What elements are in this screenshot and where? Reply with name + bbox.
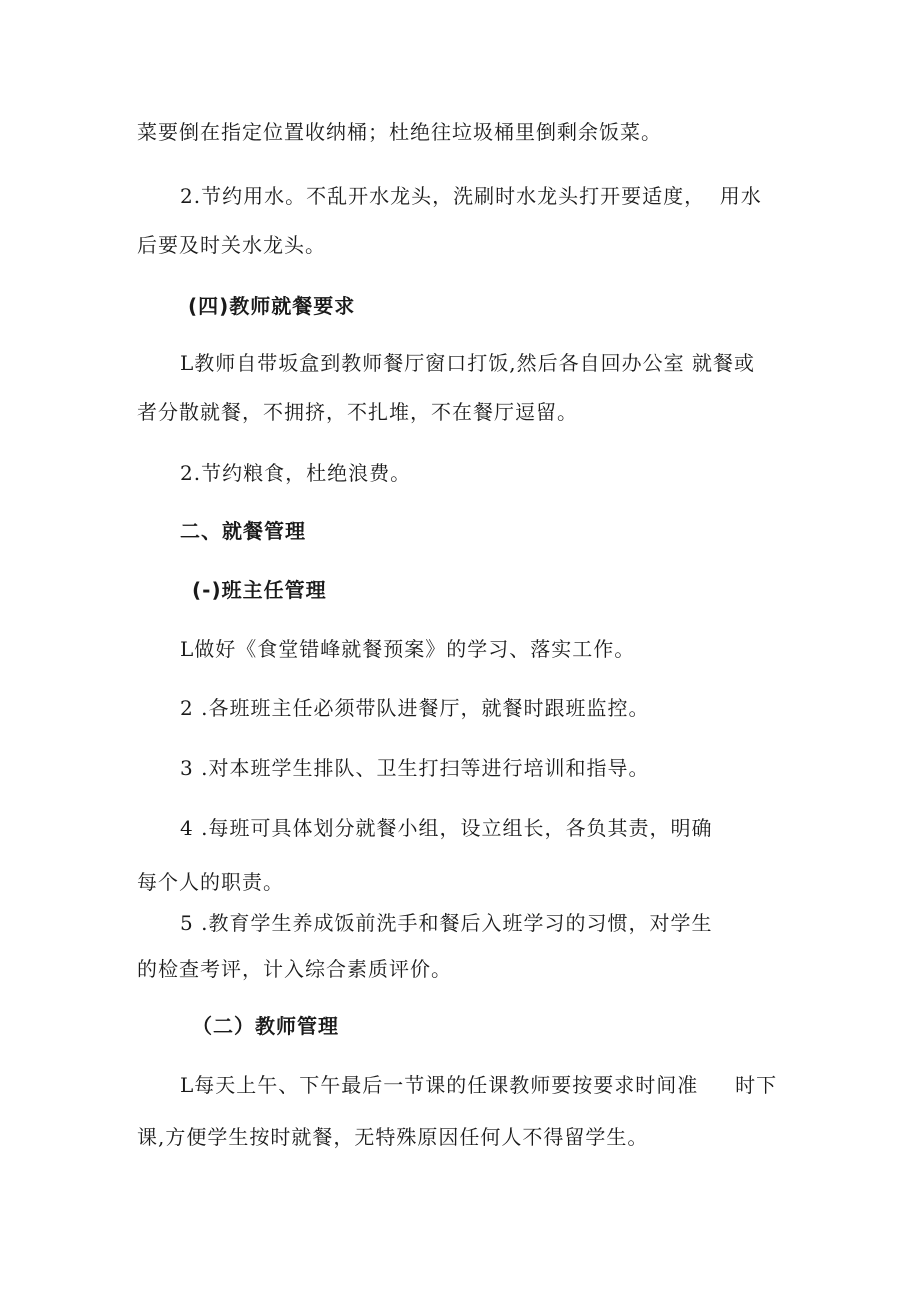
paragraph-line: 后要及时关水龙头。: [137, 233, 326, 257]
section-heading: (-)班主任管理: [192, 578, 327, 602]
paragraph-line: 菜要倒在指定位置收纳桶；杜绝往垃圾桶里倒剩余饭菜。: [137, 120, 662, 144]
paragraph-line: 者分散就餐，不拥挤，不扎堆，不在餐厅逗留。: [137, 400, 578, 424]
paragraph-line: 2 .各班班主任必须带队进餐厅，就餐时跟班监控。: [180, 696, 650, 720]
paragraph-line: 5 .教育学生养成饭前洗手和餐后入班学习的习惯，对学生: [180, 911, 713, 935]
paragraph-line: 课,方便学生按时就餐，无特殊原因任何人不得留学生。: [137, 1125, 649, 1149]
section-heading: 二、就餐管理: [180, 519, 306, 543]
paragraph-line: L教师自带坂盒到教师餐厅窗口打饭,然后各自回办公室 就餐或: [180, 351, 755, 375]
paragraph-line: 的检查考评，计入综合素质评价。: [137, 957, 452, 981]
paragraph-line: 每个人的职责。: [137, 870, 284, 894]
section-heading: （二）教师管理: [192, 1014, 339, 1038]
section-heading: (四)教师就餐要求: [188, 294, 356, 318]
paragraph-line: L做好《食堂错峰就餐预案》的学习、落实工作。: [180, 637, 636, 661]
paragraph-line: 3 .对本班学生排队、卫生打扫等进行培训和指导。: [180, 756, 650, 780]
paragraph-line: 2.节约粮食，杜绝浪费。: [180, 461, 412, 485]
paragraph-line: L每天上午、下午最后一节课的任课教师要按要求时间准 时下: [180, 1073, 778, 1097]
paragraph-line: 4 .每班可具体划分就餐小组，设立组长，各负其责，明确: [180, 816, 713, 840]
paragraph-line: 2.节约用水。不乱开水龙头，洗刷时水龙头打开要适度， 用水: [180, 184, 762, 208]
